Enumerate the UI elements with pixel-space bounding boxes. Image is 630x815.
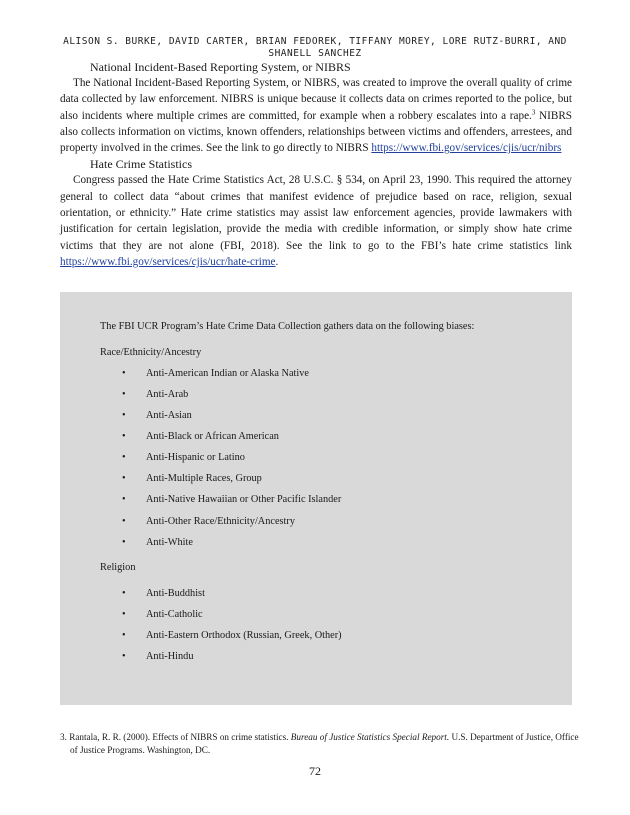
hate-crime-paragraph	[60, 172, 572, 270]
bullet: •	[122, 609, 126, 620]
bullet: •	[122, 410, 126, 421]
bullet: •	[122, 494, 126, 505]
nibrs-paragraph	[60, 75, 572, 156]
nibrs-link[interactable]: https://www.fbi.gov/services/cjis/ucr/nibrs	[371, 142, 562, 155]
bullet: •	[122, 431, 126, 442]
hate-crime-link[interactable]: https://www.fbi.gov/services/cjis/ucr/hate-crime	[60, 255, 276, 268]
list-item-label: Anti-American Indian or Alaska Native	[146, 368, 309, 379]
list-item-label: Anti-Catholic	[146, 609, 203, 620]
nibrs-text-1: The National Incident-Based Reporting System, or NIBRS, was created to improve the overall quality of crime data collected by law enforcement. NIBRS is unique because it collects data on crimes reported to the police, but also incidents where multiple crimes are committed, for example when a robbery escalates into a rape.	[60, 77, 572, 122]
bullet: •	[122, 516, 126, 527]
list-item-label: Anti-Native Hawaiian or Other Pacific Islander	[146, 494, 342, 505]
footnote-ref[interactable]: 3	[531, 107, 536, 116]
list-item-label: Anti-Buddhist	[146, 588, 205, 599]
list-item-label: Anti-Hispanic or Latino	[146, 452, 245, 463]
bullet: •	[122, 473, 126, 484]
list-item-label: Anti-Black or African American	[146, 431, 279, 442]
bullet: •	[122, 368, 126, 379]
bullet: •	[122, 651, 126, 662]
running-head: ALISON S. BURKE, DAVID CARTER, BRIAN FEDOREK, TIFFANY MOREY, LORE RUTZ-BURRI, AND SHANELL SANCHEZ	[63, 36, 567, 59]
list-item-label: Anti-Arab	[146, 389, 189, 400]
main-content	[60, 59, 572, 270]
nibrs-heading: National Incident-Based Reporting System, or NIBRS	[90, 60, 351, 74]
bullet: •	[122, 588, 126, 599]
bullet: •	[122, 389, 126, 400]
list-item-label: Anti-Asian	[146, 410, 192, 421]
hate-crime-heading: Hate Crime Statistics	[90, 157, 192, 172]
footnote-publication: Bureau of Justice Statistics Special Report.	[290, 732, 450, 742]
hate-crime-end: .	[275, 255, 279, 268]
footnote-text-2: U.S. Department of Justice, Office of Justice Programs. Washington, DC.	[70, 732, 579, 755]
list-item-label: Anti-White	[146, 537, 193, 548]
hate-crime-text: Congress passed the Hate Crime Statistics Act, 28 U.S.C. § 534, on April 23, 1990. This required the attorney general to collect data “about crimes that manifest evidence of prejudice based on race, religion, sexual orientation, or ethnicity.” Hate crime statistics may assist law enforcement agencies, provide lawmakers with justification for certain legislation, provide the media with credible information, or simply show hate crime victims that they are not alone (FBI, 2018). See the link to go to the FBI’s hate crime statistics link	[60, 174, 572, 252]
category-title-religion: Religion	[100, 562, 136, 573]
bullet: •	[122, 630, 126, 641]
bullet: •	[122, 537, 126, 548]
box-intro: The FBI UCR Program’s Hate Crime Data Collection gathers data on the following biases:	[100, 321, 475, 332]
footnote-text-1: 3. Rantala, R. R. (2000). Effects of NIBRS on crime statistics.	[60, 732, 291, 742]
list-item-label: Anti-Multiple Races, Group	[146, 473, 262, 484]
footnote	[60, 731, 585, 756]
category-title-race: Race/Ethnicity/Ancestry	[100, 347, 202, 358]
list-item-label: Anti-Eastern Orthodox (Russian, Greek, Other)	[146, 630, 342, 641]
nibrs-text-2: NIBRS also collects information on victims, known offenders, relationships between victims and offenders, arrestees, and property involved in the crimes. See the link to go directly to NIBRS	[60, 109, 573, 155]
list-item-label: Anti-Hindu	[146, 651, 194, 662]
bullet: •	[122, 452, 126, 463]
list-item-label: Anti-Other Race/Ethnicity/Ancestry	[146, 516, 295, 527]
bias-categories-box	[60, 292, 572, 705]
page-number: 72	[309, 764, 321, 778]
